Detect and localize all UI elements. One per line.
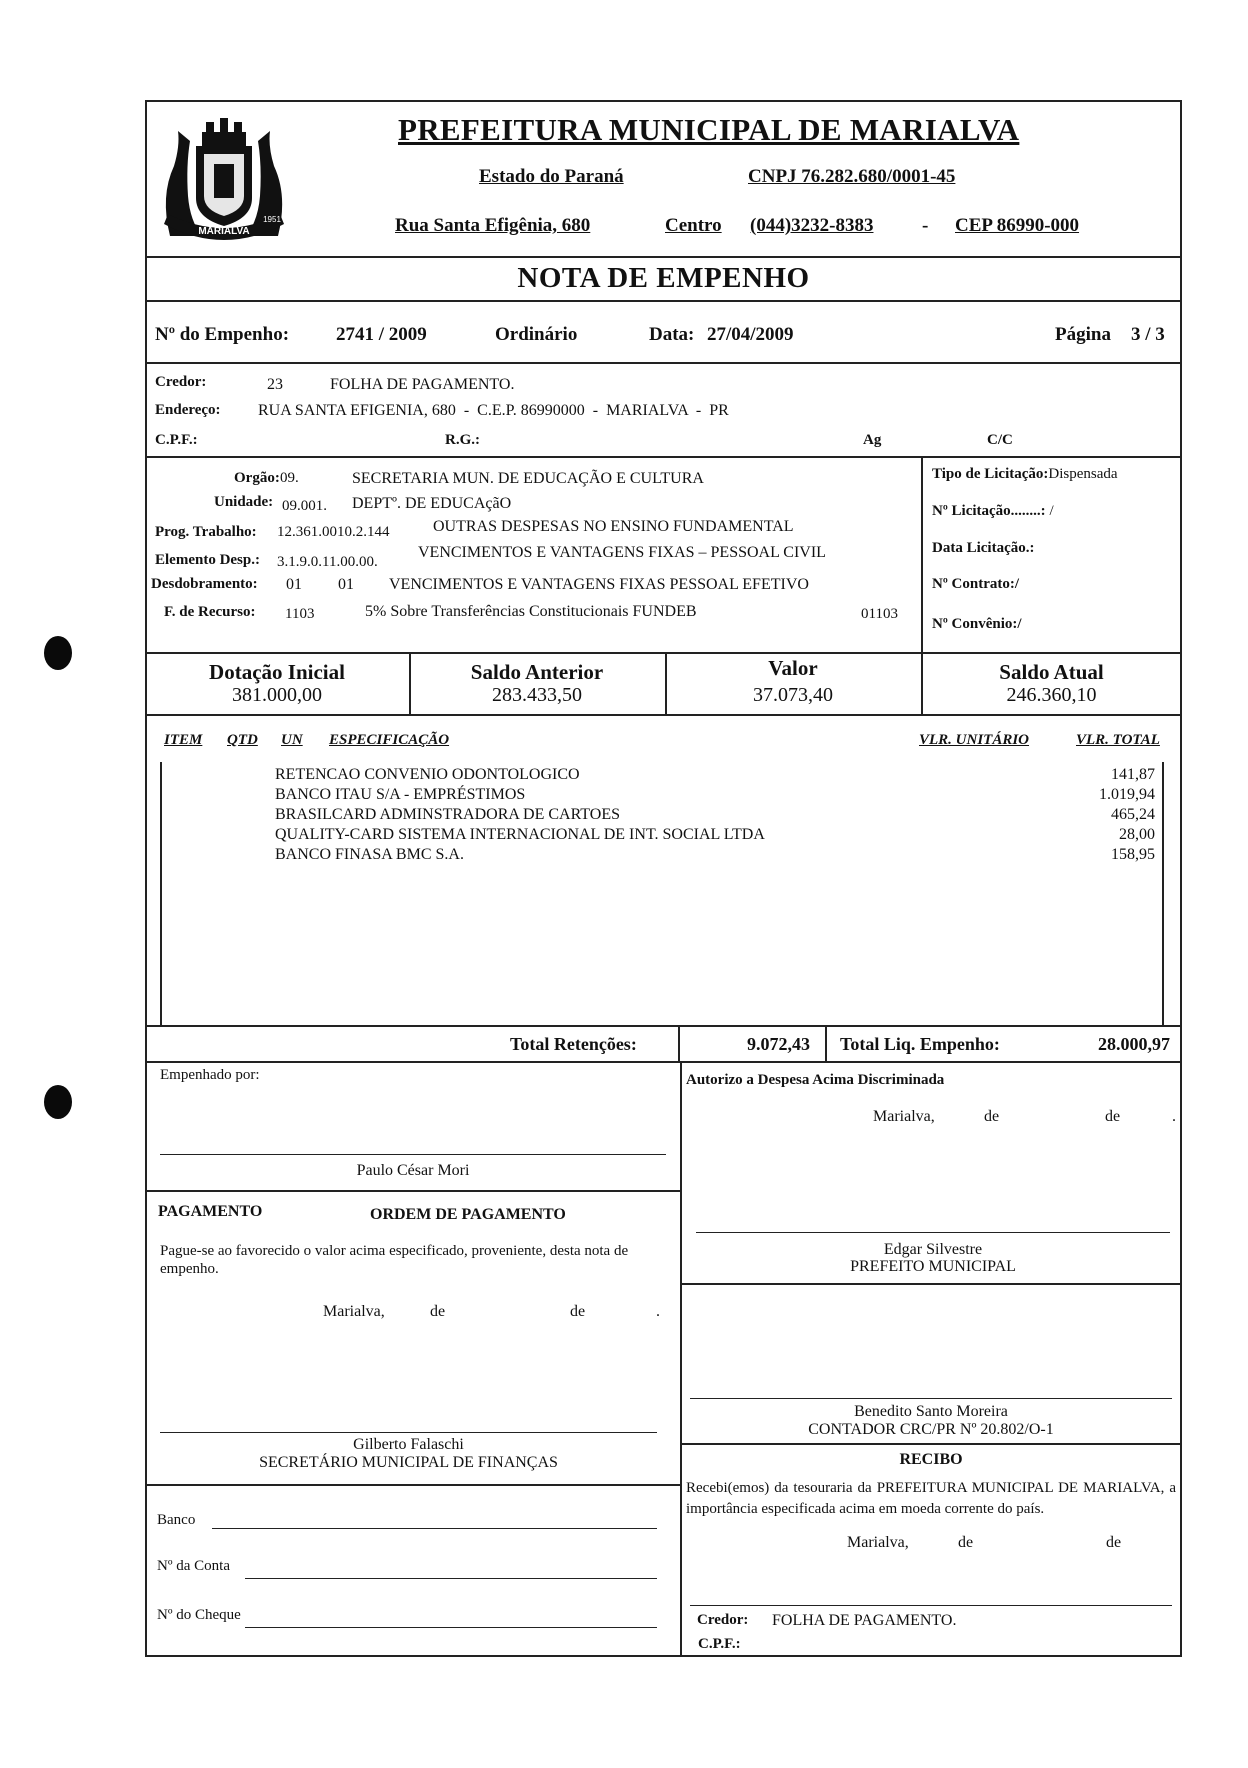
rg-label: R.G.: bbox=[445, 432, 480, 448]
recibo-de-2: de bbox=[1106, 1534, 1122, 1551]
pagamento-de-2: de bbox=[570, 1303, 586, 1320]
credor-label: Credor: bbox=[155, 374, 207, 390]
punch-hole-bottom bbox=[44, 1085, 72, 1119]
signature-line bbox=[690, 1605, 1172, 1606]
valor-label: Valor bbox=[768, 656, 818, 680]
cheque-field[interactable] bbox=[245, 1627, 657, 1628]
conta-field[interactable] bbox=[245, 1578, 657, 1579]
autorizo-dot: . bbox=[1172, 1108, 1176, 1125]
autorizo-label: Autorizo a Despesa Acima Discriminada bbox=[686, 1072, 945, 1088]
recibo-de-1: de bbox=[958, 1534, 974, 1551]
contador-role: CONTADOR CRC/PR Nº 20.802/O-1 bbox=[808, 1421, 1054, 1438]
district: Centro bbox=[665, 215, 722, 236]
list-item-total: 1.019,94 bbox=[1099, 786, 1155, 803]
empenho-number: 2741 / 2009 bbox=[336, 324, 427, 345]
cheque-label: Nº do Cheque bbox=[157, 1607, 241, 1623]
cnpj: CNPJ 76.282.680/0001-45 bbox=[748, 166, 956, 187]
col-vlr-total: VLR. TOTAL bbox=[1076, 732, 1160, 748]
divider bbox=[678, 1025, 680, 1061]
licitacao-number: Nº Licitação........: / bbox=[932, 503, 1054, 519]
desd-code-2: 01 bbox=[338, 576, 354, 593]
list-item: RETENCAO CONVENIO ODONTOLOGICO bbox=[275, 766, 580, 783]
prog-label: Prog. Trabalho: bbox=[155, 524, 257, 540]
total-liquido-label: Total Liq. Empenho: bbox=[840, 1034, 1000, 1054]
address-label: Endereço: bbox=[155, 402, 221, 418]
list-item-total: 465,24 bbox=[1111, 806, 1155, 823]
convenio: Nº Convênio:/ bbox=[932, 616, 1022, 632]
list-item-total: 141,87 bbox=[1111, 766, 1155, 783]
pagamento-label: PAGAMENTO bbox=[158, 1203, 263, 1220]
list-item: BANCO ITAU S/A - EMPRÉSTIMOS bbox=[275, 786, 526, 803]
unidade-code: 09.001. bbox=[282, 498, 327, 514]
prefeito-name: Edgar Silvestre bbox=[883, 1241, 983, 1258]
saldo-anterior-value: 283.433,50 bbox=[492, 684, 582, 706]
divider bbox=[145, 652, 1182, 654]
separator-dash: - bbox=[922, 215, 929, 236]
cpf-label: C.P.F.: bbox=[155, 432, 198, 448]
empenho-type: Ordinário bbox=[495, 324, 578, 345]
cc-label: C/C bbox=[987, 432, 1013, 448]
autorizo-de-1: de bbox=[984, 1108, 1000, 1125]
recurso-name: 5% Sobre Transferências Constitucionais FUNDEB bbox=[365, 603, 697, 620]
recibo-cpf-label: C.P.F.: bbox=[698, 1636, 741, 1652]
recurso-label: F. de Recurso: bbox=[164, 604, 256, 620]
prefeito-role: PREFEITO MUNICIPAL bbox=[850, 1258, 1016, 1275]
phone: (044)3232-8383 bbox=[750, 215, 874, 236]
desd-label: Desdobramento: bbox=[151, 576, 258, 592]
dotacao-inicial-label: Dotação Inicial bbox=[209, 660, 345, 684]
col-qtd: QTD bbox=[227, 732, 258, 748]
unidade-name: DEPTº. DE EDUCAçãO bbox=[352, 495, 512, 512]
desd-name: VENCIMENTOS E VANTAGENS FIXAS PESSOAL EFETIVO bbox=[389, 576, 809, 593]
page-number: 3 / 3 bbox=[1131, 324, 1165, 345]
svg-text:1951: 1951 bbox=[263, 215, 281, 224]
recurso-code-2: 01103 bbox=[861, 606, 898, 622]
recibo-title: RECIBO bbox=[899, 1451, 963, 1468]
list-item-total: 158,95 bbox=[1111, 846, 1155, 863]
empenhado-label: Empenhado por: bbox=[160, 1067, 260, 1083]
divider bbox=[680, 1443, 1182, 1445]
empenho-number-label: Nº do Empenho: bbox=[155, 324, 290, 345]
divider bbox=[145, 456, 1182, 458]
signature-line bbox=[696, 1232, 1170, 1233]
recurso-code: 1103 bbox=[285, 606, 315, 622]
date-label: Data: bbox=[649, 324, 695, 345]
autorizo-de-2: de bbox=[1105, 1108, 1121, 1125]
elem-code: 3.1.9.0.11.00.00. bbox=[277, 554, 378, 570]
list-item: BANCO FINASA BMC S.A. bbox=[275, 846, 464, 863]
state-name: Estado do Paraná bbox=[479, 166, 624, 187]
saldo-atual-label: Saldo Atual bbox=[999, 660, 1104, 684]
valor-value: 37.073,40 bbox=[753, 684, 833, 706]
svg-text:MARIALVA: MARIALVA bbox=[198, 226, 250, 237]
municipal-crest-icon bbox=[150, 106, 298, 254]
signature-line bbox=[690, 1398, 1172, 1399]
divider bbox=[825, 1025, 827, 1061]
list-item: BRASILCARD ADMINSTRADORA DE CARTOES bbox=[275, 806, 621, 823]
empenhado-name: Paulo César Mori bbox=[356, 1162, 470, 1179]
divider bbox=[145, 1025, 1182, 1027]
prog-name: OUTRAS DESPESAS NO ENSINO FUNDAMENTAL bbox=[433, 518, 794, 535]
col-un: UN bbox=[281, 732, 303, 748]
doc-title: NOTA DE EMPENHO bbox=[517, 262, 810, 294]
col-especificacao: ESPECIFICAÇÃO bbox=[329, 732, 450, 748]
divider bbox=[921, 456, 923, 652]
recibo-credor-label: Credor: bbox=[697, 1612, 749, 1628]
orgao-label: Orgão: bbox=[234, 470, 280, 486]
total-retencoes-value: 9.072,43 bbox=[747, 1034, 810, 1054]
divider bbox=[145, 256, 1182, 258]
ordem-pagamento-label: ORDEM DE PAGAMENTO bbox=[370, 1206, 566, 1223]
contador-name: Benedito Santo Moreira bbox=[854, 1403, 1008, 1420]
divider bbox=[145, 300, 1182, 302]
credor-name: FOLHA DE PAGAMENTO. bbox=[330, 376, 515, 393]
conta-label: Nº da Conta bbox=[157, 1558, 230, 1574]
prog-code: 12.361.0010.2.144 bbox=[277, 524, 390, 540]
divider bbox=[145, 1484, 680, 1486]
pagamento-city: Marialva, bbox=[323, 1303, 385, 1320]
recibo-credor-name: FOLHA DE PAGAMENTO. bbox=[772, 1612, 957, 1629]
date-value: 27/04/2009 bbox=[707, 324, 794, 345]
dotacao-inicial-value: 381.000,00 bbox=[232, 684, 322, 706]
licitacao-type: Tipo de Licitação:Dispensada bbox=[932, 466, 1118, 482]
unidade-label: Unidade: bbox=[214, 494, 274, 510]
total-retencoes-label: Total Retenções: bbox=[510, 1034, 637, 1054]
recibo-text: Recebi(emos) da tesouraria da PREFEITURA MUNICIPAL DE MARIALVA, a importância especificada acima em moeda corrente do país. bbox=[686, 1480, 1176, 1517]
signature-line bbox=[160, 1432, 657, 1433]
page-label: Página bbox=[1055, 324, 1111, 345]
recibo-city: Marialva, bbox=[847, 1534, 909, 1551]
elem-name: VENCIMENTOS E VANTAGENS FIXAS – PESSOAL CIVIL bbox=[418, 544, 826, 561]
divider bbox=[145, 714, 1182, 716]
list-item-total: 28,00 bbox=[1119, 826, 1155, 843]
divider bbox=[145, 362, 1182, 364]
divider bbox=[145, 1190, 680, 1192]
address: Rua Santa Efigênia, 680 bbox=[395, 215, 591, 236]
contrato: Nº Contrato:/ bbox=[932, 576, 1020, 592]
cep: CEP 86990-000 bbox=[955, 215, 1080, 236]
pagamento-de-1: de bbox=[430, 1303, 446, 1320]
saldo-atual-value: 246.360,10 bbox=[1006, 684, 1097, 706]
orgao-name: SECRETARIA MUN. DE EDUCAÇÃO E CULTURA bbox=[352, 470, 704, 487]
punch-hole-top bbox=[44, 636, 72, 670]
total-liquido-value: 28.000,97 bbox=[1098, 1034, 1170, 1054]
saldo-anterior-label: Saldo Anterior bbox=[470, 660, 604, 684]
divider bbox=[145, 1061, 1182, 1063]
autorizo-city: Marialva, bbox=[873, 1108, 935, 1125]
pagamento-dot: . bbox=[656, 1303, 660, 1320]
credor-address: RUA SANTA EFIGENIA, 680 - C.E.P. 86990000 - MARIALVA - PR bbox=[258, 402, 729, 419]
divider bbox=[680, 1061, 682, 1657]
licitacao-date-label: Data Licitação.: bbox=[932, 540, 1035, 556]
pagamento-text: Pague-se ao favorecido o valor acima especificado, proveniente, desta nota de empenho. bbox=[160, 1243, 629, 1277]
col-item: ITEM bbox=[164, 732, 203, 748]
elem-label: Elemento Desp.: bbox=[155, 552, 260, 568]
secretario-name: Gilberto Falaschi bbox=[353, 1436, 464, 1453]
institution-title: PREFEITURA MUNICIPAL DE MARIALVA bbox=[398, 112, 1020, 147]
secretario-role: SECRETÁRIO MUNICIPAL DE FINANÇAS bbox=[259, 1454, 558, 1471]
banco-label: Banco bbox=[157, 1512, 196, 1528]
divider bbox=[160, 762, 162, 1025]
banco-field[interactable] bbox=[212, 1528, 657, 1529]
ag-label: Ag bbox=[863, 432, 882, 448]
divider bbox=[680, 1283, 1182, 1285]
signature-line bbox=[160, 1154, 666, 1155]
desd-code-1: 01 bbox=[286, 576, 302, 593]
credor-code: 23 bbox=[267, 376, 283, 393]
divider bbox=[1162, 762, 1164, 1025]
orgao-code: 09. bbox=[280, 470, 299, 486]
col-vlr-unitario: VLR. UNITÁRIO bbox=[919, 732, 1030, 748]
list-item: QUALITY-CARD SISTEMA INTERNACIONAL DE INT. SOCIAL LTDA bbox=[275, 826, 765, 843]
